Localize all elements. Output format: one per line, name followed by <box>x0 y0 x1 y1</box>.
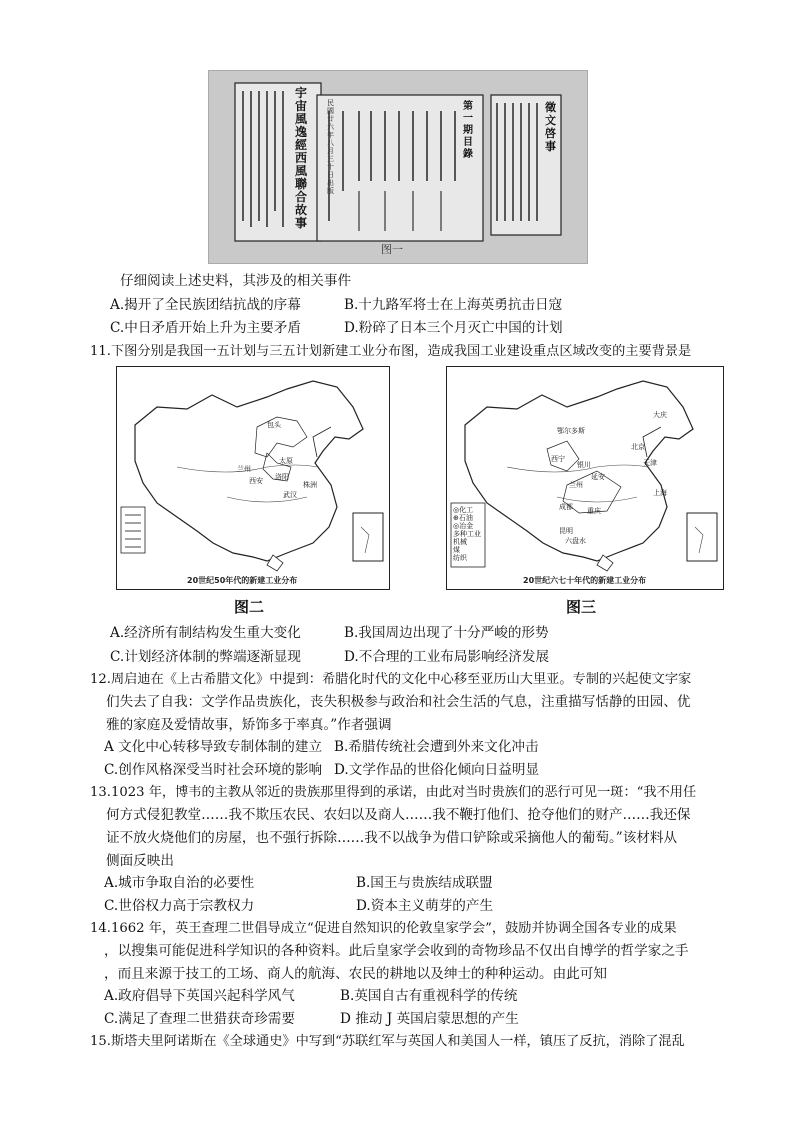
place-xining: 西宁 <box>551 455 565 463</box>
q12-line-3: 雅的家庭及爱情故事，矫饰多于率真。”作者强调 <box>106 717 392 733</box>
place-liupanshui: 六盘水 <box>565 537 586 545</box>
china-map-1960s70s <box>447 367 723 589</box>
place-kunming: 昆明 <box>559 527 573 535</box>
q13-line-2: 何方式侵犯教堂……我不欺压农民、农妇以及商人……我不鞭打他们、抢夺他们的财产……我还保 <box>106 807 691 823</box>
q14-option-d: D 推动 J 英国启蒙思想的产生 <box>340 1011 519 1027</box>
newspaper-contents-title: 第一期目錄 <box>463 101 473 160</box>
q10-option-d: D.粉碎了日本三个月灭亡中国的计划 <box>344 320 563 336</box>
q11-option-a: A.经济所有制结构发生重大变化 <box>110 625 301 641</box>
place-shanghai: 上海 <box>653 489 667 497</box>
q13-option-d: D.资本主义萌芽的产生 <box>356 898 494 914</box>
q11-stem: 11.下图分别是我国一五计划与三五计划新建工业分布图，造成我国工业建设重点区域改变的主要背景是 <box>90 344 692 359</box>
newspaper-scan-image <box>209 71 587 263</box>
place-baotou: 包头 <box>267 421 281 429</box>
q14-line-1: 14.1662 年，英王查理二世倡导成立“促进自然知识的伦敦皇家学会”，鼓励并协调全国各专业的成果 <box>90 921 677 936</box>
newspaper-right-title: 徵文啓事 <box>545 101 556 153</box>
newspaper-figure <box>208 70 588 264</box>
q13-option-c: C.世俗权力高于宗教权力 <box>104 898 255 914</box>
q14-line-3: ，而且来源于技工的工场、商人的航海、农民的耕地以及绅士的种种运动。由此可知 <box>104 966 607 982</box>
q14-option-b: B.英国自古有重视科学的传统 <box>340 988 518 1004</box>
q11-option-d: D.不合理的工业布局影响经济发展 <box>344 649 550 665</box>
place-zhuzhou: 株洲 <box>303 481 317 489</box>
legend-textile: 纺织 <box>453 554 467 562</box>
place-wuhan: 武汉 <box>283 491 297 499</box>
q13-line-3: 证不放火烧他们的房屋，也不强行拆除……我不以战争为借口铲除或采摘他人的葡萄。”该材料从 <box>106 830 678 846</box>
q10-option-c: C.中日矛盾开始上升为主要矛盾 <box>110 320 301 336</box>
place-yinchuan: 银川 <box>577 461 591 469</box>
q14-option-a: A.政府倡导下英国兴起科学风气 <box>104 988 295 1004</box>
legend-petroleum: ⊕石油 <box>453 514 473 522</box>
q10-stem: 仔细阅读上述史料，其涉及的相关事件 <box>120 273 352 289</box>
q12-line-1: 12.周启迪在《上古希腊文化》中提到：希腊化时代的文化中心移至亚历山大里亚。专制的兴起使文字家 <box>90 672 692 687</box>
legend-machinery: 机械 <box>453 538 467 546</box>
legend-chemical: ◎化工 <box>453 506 474 514</box>
q12-option-a: A 文化中心转移导致专制体制的建立 <box>104 739 323 755</box>
q10-option-a: A.揭开了全民族团结抗战的序幕 <box>110 297 301 313</box>
china-map-1950s <box>117 367 389 589</box>
figure3-label: 图三 <box>566 598 597 616</box>
place-luoyang: 洛阳 <box>275 473 289 481</box>
place-daqing: 大庆 <box>653 411 667 419</box>
figure2-label: 图二 <box>234 598 265 616</box>
q12-option-c: C.创作风格深受当时社会环境的影响 <box>104 762 323 778</box>
place-chongqing: 重庆 <box>587 507 601 515</box>
map2-caption: 20世纪六七十年代的新建工业分布 <box>523 576 647 585</box>
legend-multi-industry: 多种工业 <box>453 530 481 538</box>
figure1-caption: 图一 <box>381 243 403 256</box>
place-lanzhou: 兰州 <box>237 465 251 473</box>
q13-line-1: 13.1023 年，博韦的主教从邻近的贵族那里得到的承诺，由此对当时贵族们的恶行可见一斑：“我不用任 <box>90 785 697 800</box>
q10-option-b: B.十九路军将士在上海英勇抗击日寇 <box>344 297 563 313</box>
place-yanan: 延安 <box>591 473 605 481</box>
legend-coal: 煤 <box>453 546 460 554</box>
place-ordos: 鄂尔多斯 <box>557 427 585 435</box>
map-1950s-industry <box>116 366 390 590</box>
place-lanzhou-2: 兰州 <box>569 481 583 489</box>
place-chengdu: 成都 <box>559 503 573 511</box>
place-beijing: 北京 <box>631 443 645 451</box>
newspaper-left-title: 宇宙風逸經西風聯合故事 <box>295 86 308 230</box>
q12-option-b: B.希腊传统社会遭到外来文化冲击 <box>334 739 539 755</box>
q12-line-2: 们失去了自我：文学作品贵族化，丧失积极参与政治和社会生活的气息，注重描写恬静的田园、优 <box>106 694 691 710</box>
map1-caption: 20世纪50年代的新建工业分布 <box>187 576 298 585</box>
q12-option-d: D.文学作品的世俗化倾向日益明显 <box>334 762 540 778</box>
q13-option-a: A.城市争取自治的必要性 <box>104 875 255 891</box>
q11-option-b: B.我国周边出现了十分严峻的形势 <box>344 625 549 641</box>
map-1960s70s-industry <box>446 366 724 590</box>
legend-metallurgy: ◎冶金 <box>453 522 474 530</box>
q15-line-1: 15.斯塔夫里阿诺斯在《全球通史》中写到“苏联红军与英国人和美国人一样，镇压了反抗，消除了混乱 <box>90 1034 685 1049</box>
newspaper-date: 民國廿六年八月三十日出版 <box>327 99 334 195</box>
q14-option-c: C.满足了查理二世猎获奇珍需要 <box>104 1011 295 1027</box>
q13-line-4: 侧面反映出 <box>106 853 174 869</box>
q14-line-2: ，以搜集可能促进科学知识的各种资料。此后皇家学会收到的奇物珍品不仅出自博学的哲学家之手 <box>104 943 689 959</box>
place-tianjin: 天津 <box>643 459 657 467</box>
q13-option-b: B.国王与贵族结成联盟 <box>356 875 493 891</box>
place-taiyuan: 太原 <box>279 457 293 465</box>
q11-option-c: C.计划经济体制的弊端逐渐显现 <box>110 649 301 665</box>
place-xian: 西安 <box>249 477 263 485</box>
